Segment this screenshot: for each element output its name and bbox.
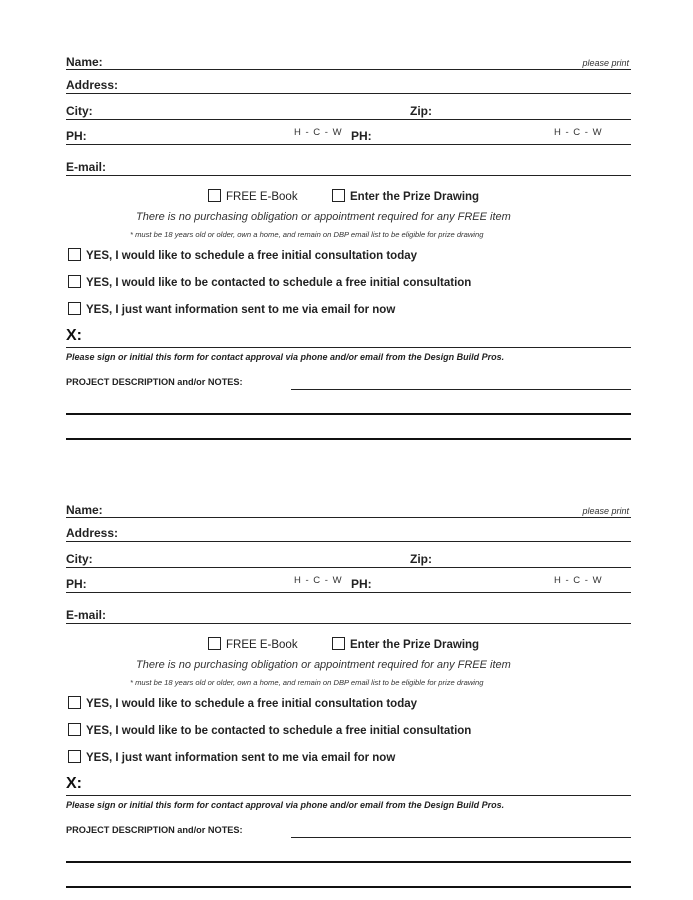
phone-1-type: H - C - W bbox=[294, 127, 343, 138]
name-field[interactable] bbox=[66, 69, 631, 70]
ebook-label: FREE E-Book bbox=[226, 639, 298, 651]
option-contact-me[interactable] bbox=[68, 723, 471, 737]
address-field[interactable] bbox=[66, 93, 631, 94]
option-email-info[interactable] bbox=[68, 302, 395, 316]
checkbox-icon bbox=[68, 750, 81, 763]
signature-mark: X: bbox=[66, 775, 82, 792]
phone-1-label: PH: bbox=[66, 577, 87, 591]
eligibility-fine-print: * must be 18 years old or older, own a home, and remain on DBP email list to be eligible for prize drawing bbox=[130, 678, 484, 687]
address-label: Address: bbox=[66, 526, 119, 540]
phone-2-type: H - C - W bbox=[554, 127, 603, 138]
eligibility-fine-print: * must be 18 years old or older, own a home, and remain on DBP email list to be eligible for prize drawing bbox=[130, 230, 484, 239]
project-notes-line-3[interactable] bbox=[66, 438, 631, 440]
no-obligation-notice: There is no purchasing obligation or appointment required for any FREE item bbox=[136, 659, 511, 671]
city-label: City: bbox=[66, 552, 93, 566]
signature-field[interactable] bbox=[66, 347, 631, 348]
signature-note: Please sign or initial this form for contact approval via phone and/or email from the Design Build Pros. bbox=[66, 352, 505, 362]
signature-field[interactable] bbox=[66, 795, 631, 796]
prize-checkbox[interactable] bbox=[332, 189, 479, 203]
project-description-label: PROJECT DESCRIPTION and/or NOTES: bbox=[66, 377, 243, 387]
option-3-label: YES, I just want information sent to me via email for now bbox=[86, 304, 396, 316]
phone-2-label: PH: bbox=[351, 129, 372, 143]
checkbox-icon bbox=[208, 637, 221, 650]
prize-checkbox[interactable] bbox=[332, 637, 479, 651]
name-label: Name: bbox=[66, 55, 103, 69]
project-notes-line-1[interactable] bbox=[291, 837, 631, 838]
project-notes-line-3[interactable] bbox=[66, 886, 631, 888]
prize-label: Enter the Prize Drawing bbox=[350, 639, 480, 651]
checkbox-icon bbox=[68, 302, 81, 315]
email-label: E-mail: bbox=[66, 160, 107, 174]
option-2-label: YES, I would like to be contacted to schedule a free initial consultation bbox=[86, 725, 472, 737]
please-print-note: please print bbox=[582, 58, 629, 68]
ebook-checkbox[interactable] bbox=[208, 189, 298, 203]
project-notes-line-2[interactable] bbox=[66, 861, 631, 863]
email-field[interactable] bbox=[66, 623, 631, 624]
option-email-info[interactable] bbox=[68, 750, 395, 764]
please-print-note: please print bbox=[582, 506, 629, 516]
checkbox-icon bbox=[208, 189, 221, 202]
contact-form-1 bbox=[66, 52, 631, 452]
signature-mark: X: bbox=[66, 327, 82, 344]
project-notes-line-2[interactable] bbox=[66, 413, 631, 415]
address-label: Address: bbox=[66, 78, 119, 92]
phone-2-label: PH: bbox=[351, 577, 372, 591]
city-label: City: bbox=[66, 104, 93, 118]
option-contact-me[interactable] bbox=[68, 275, 471, 289]
checkbox-icon bbox=[68, 275, 81, 288]
option-1-label: YES, I would like to schedule a free initial consultation today bbox=[86, 698, 418, 710]
signature-note: Please sign or initial this form for contact approval via phone and/or email from the Design Build Pros. bbox=[66, 800, 505, 810]
zip-label: Zip: bbox=[410, 552, 432, 566]
phone-2-type: H - C - W bbox=[554, 575, 603, 586]
email-label: E-mail: bbox=[66, 608, 107, 622]
prize-label: Enter the Prize Drawing bbox=[350, 191, 480, 203]
name-label: Name: bbox=[66, 503, 103, 517]
name-field[interactable] bbox=[66, 517, 631, 518]
ebook-label: FREE E-Book bbox=[226, 191, 298, 203]
city-zip-field[interactable] bbox=[66, 119, 631, 120]
no-obligation-notice: There is no purchasing obligation or appointment required for any FREE item bbox=[136, 211, 511, 223]
checkbox-icon bbox=[68, 248, 81, 261]
contact-form-2 bbox=[66, 500, 631, 900]
phone-field[interactable] bbox=[66, 144, 631, 145]
option-1-label: YES, I would like to schedule a free initial consultation today bbox=[86, 250, 418, 262]
checkbox-icon bbox=[68, 723, 81, 736]
checkbox-icon bbox=[68, 696, 81, 709]
checkbox-icon bbox=[332, 189, 345, 202]
zip-label: Zip: bbox=[410, 104, 432, 118]
option-schedule-today[interactable] bbox=[68, 696, 417, 710]
ebook-checkbox[interactable] bbox=[208, 637, 298, 651]
city-zip-field[interactable] bbox=[66, 567, 631, 568]
phone-field[interactable] bbox=[66, 592, 631, 593]
phone-1-label: PH: bbox=[66, 129, 87, 143]
address-field[interactable] bbox=[66, 541, 631, 542]
option-3-label: YES, I just want information sent to me via email for now bbox=[86, 752, 396, 764]
project-notes-line-1[interactable] bbox=[291, 389, 631, 390]
checkbox-icon bbox=[332, 637, 345, 650]
option-schedule-today[interactable] bbox=[68, 248, 417, 262]
project-description-label: PROJECT DESCRIPTION and/or NOTES: bbox=[66, 825, 243, 835]
option-2-label: YES, I would like to be contacted to schedule a free initial consultation bbox=[86, 277, 472, 289]
email-field[interactable] bbox=[66, 175, 631, 176]
phone-1-type: H - C - W bbox=[294, 575, 343, 586]
